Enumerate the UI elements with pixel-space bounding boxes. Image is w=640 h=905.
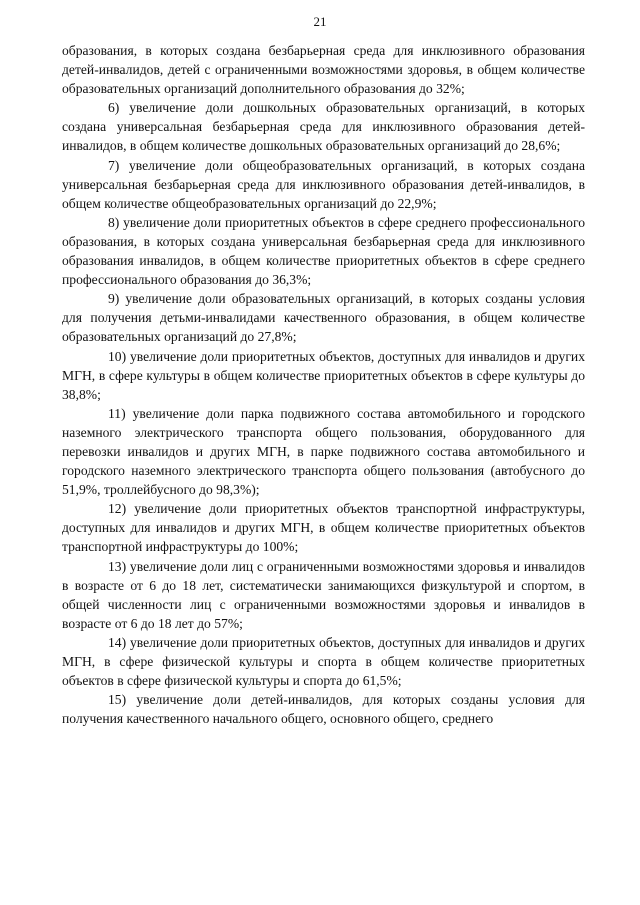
paragraph-item-13: 13) увеличение доли лиц с ограниченными возможностями здоровья и инвалидов в возрасте от 6 до 18 лет, систематически занимающихся физкультурой и спортом, в общей численности лиц с ограниченными возможностями здоровья и инвалидов в возрасте от 6 до 18 лет до 57%; xyxy=(62,558,585,631)
page-number: 21 xyxy=(313,14,327,29)
paragraph-item-6: 6) увеличение доли дошкольных образовательных организаций, в которых создана универсальная безбарьерная среда для инклюзивного образования детей-инвалидов, в общем количестве дошкольных образовательных организаций до 28,6%; xyxy=(62,100,585,154)
paragraph-item-7: 7) увеличение доли общеобразовательных организаций, в которых создана универсальная безбарьерная среда для инклюзивного образования детей-инвалидов, в общем количестве общеобразовательных организаций до 22,9%; xyxy=(62,157,585,211)
paragraph-item-9: 9) увеличение доли образовательных организаций, в которых созданы условия для получения детьми-инвалидами качественного образования, в общем количестве образовательных организаций до 27,8%; xyxy=(62,291,585,345)
paragraph-item-11: 11) увеличение доли парка подвижного состава автомобильного и городского наземного электрического транспорта общего пользования, оборудованного для перевозки инвалидов и других МГН, в парке подвижного состава автомобильного и городского наземного электрического транспорта общего пользования (автобусного до 51,9%, троллейбусного до 98,3%); xyxy=(62,405,585,498)
paragraph-item-15: 15) увеличение доли детей-инвалидов, для которых созданы условия для получения качественного начального общего, основного общего, среднего xyxy=(62,692,585,727)
paragraph-item-10: 10) увеличение доли приоритетных объектов, доступных для инвалидов и других МГН, в сфере культуры в общем количестве приоритетных объектов в сфере культуры до 38,8%; xyxy=(62,348,585,402)
document-body xyxy=(62,41,585,728)
paragraph-item-8: 8) увеличение доли приоритетных объектов в сфере среднего профессионального образования, в которых создана универсальная безбарьерная среда для инклюзивного образования инвалидов, в общем количестве приоритетных объектов в сфере среднего профессионального образования до 36,3%; xyxy=(62,214,585,288)
paragraph-item-12: 12) увеличение доли приоритетных объектов транспортной инфраструктуры, доступных для инвалидов и других МГН, в общем количестве приоритетных объектов транспортной инфраструктуры до 100%; xyxy=(62,501,585,555)
paragraph-item-14: 14) увеличение доли приоритетных объектов, доступных для инвалидов и других МГН, в сфере физической культуры и спорта в общем количестве приоритетных объектов в сфере физической культуры и спорта до 61,5%; xyxy=(62,634,585,689)
paragraph-continued: образования, в которых создана безбарьерная среда для инклюзивного образования детей-инвалидов, детей с ограниченными возможностями здоровья, в общем количестве образовательных организаций дополнительного образования до 32%; xyxy=(62,43,585,97)
